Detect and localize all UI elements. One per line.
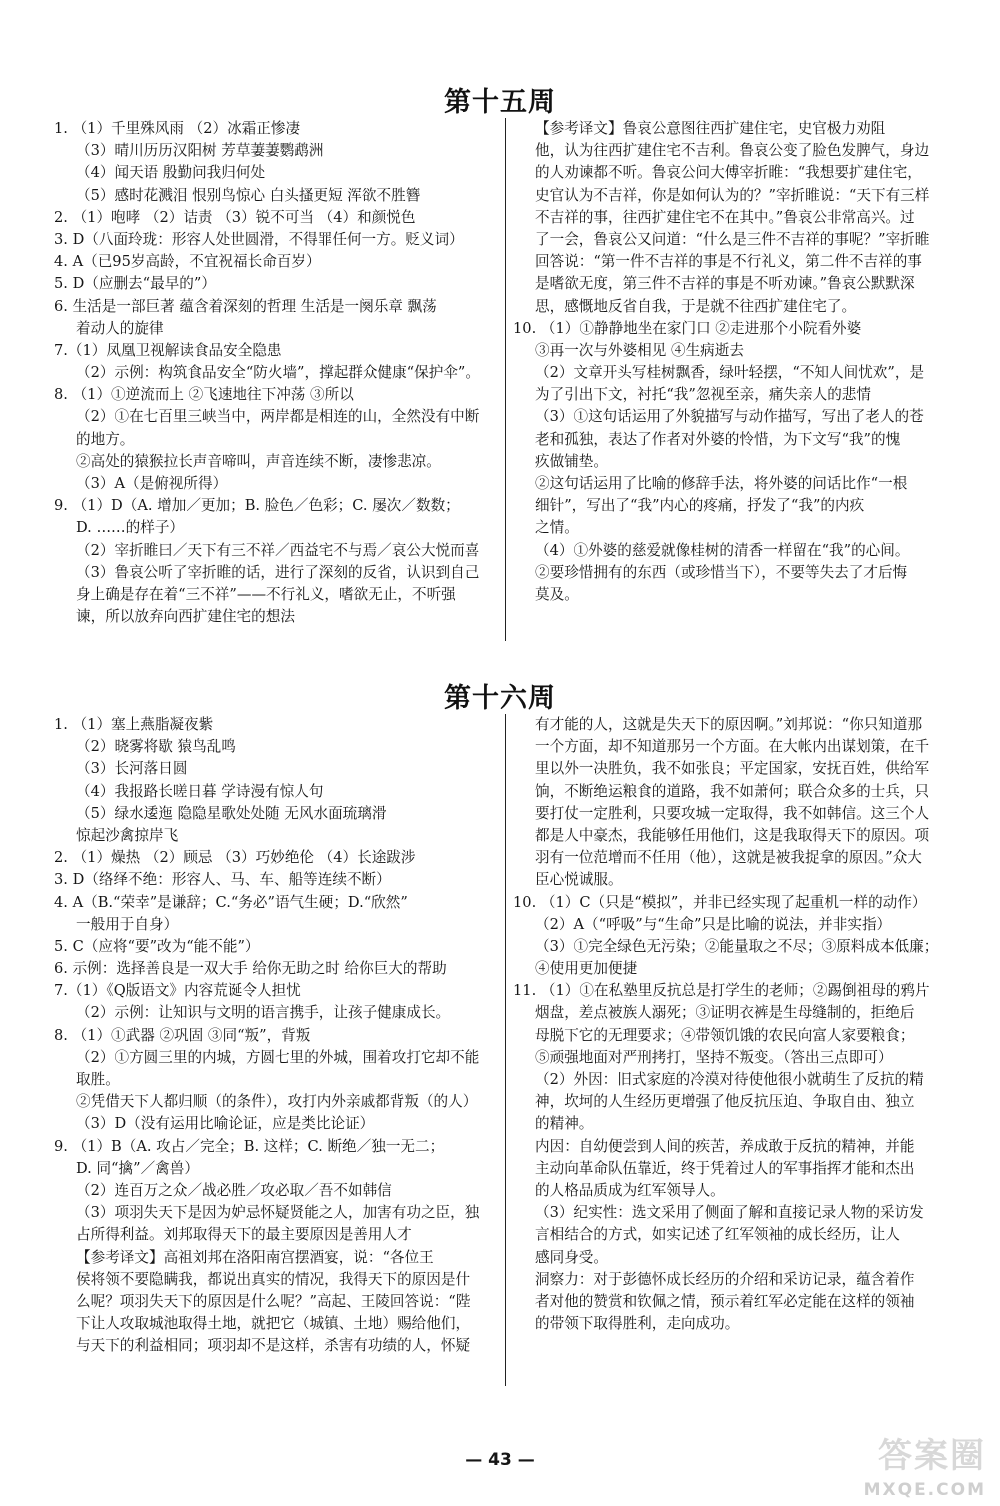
answer-line: （3）①这句话运用了外貌描写与动作描写，写出了老人的苍 [535,408,924,426]
answer-line: （2）晓雾将歇 猿鸟乱鸣 [76,738,236,756]
answer-line: 10. （1）C（只是“模拟”，并非已经实现了起重机一样的动作） [513,893,927,911]
answer-line: 史官认为不吉祥，你是如何认为的？”宰折睢说：“天下有三样 [535,186,930,204]
answer-line: 身上确是存在着“三不祥”——不行礼义，嗜欲无止，不听强 [76,585,456,603]
answer-line: ②高处的猿猴拉长声音啼叫，声音连续不断，凄惨悲凉。 [76,452,441,470]
answer-line: 者对他的赞赏和钦佩之情，预示着红军必定能在这样的领袖 [535,1292,915,1310]
answer-line: 3. D（络绎不绝：形容人、马、车、船等连续不断） [54,871,391,889]
answer-line: 占所得利益。刘邦取得天下的最主要原因是善用人才 [76,1226,412,1244]
answer-line: 6. 生活是一部巨著 蕴含着深刻的哲理 生活是一阕乐章 飘荡 [54,297,437,315]
answer-line: D. 同“擒”／禽兽） [76,1159,199,1177]
answer-line: 一般用于自身） [76,915,179,933]
answer-line: （3）A（是俯视所得） [76,475,228,492]
answer-line: （3）鲁哀公听了宰折睢的话，进行了深刻的反省，认识到自己 [76,563,480,581]
answer-line: 9. （1）B（A. 攻占／完全；B. 这样；C. 断绝／独一无二； [54,1137,445,1155]
section-title-week-15: 第十五周 [444,87,556,118]
answer-line: 【参考译文】高祖刘邦在洛阳南宫摆酒宴，说：“各位王 [76,1248,434,1266]
week-16-right-column [513,714,950,1335]
answer-line: 疚做铺垫。 [535,452,608,470]
answer-line: 7.（1）《Q版语文》内容荒诞令人担忧 [54,982,301,1000]
week-15-left-column [54,118,500,628]
answer-line: （2）连百万之众／战必胜／攻必取／吾不如韩信 [76,1181,392,1199]
column-divider [505,714,506,1386]
answer-line: 11. （1）①在私塾里反抗总是打学生的老师；②踢倒祖母的鸦片 [513,982,930,1000]
answer-line: 他，认为往西扩建住宅不吉利。鲁哀公变了脸色发脾气，身边 [535,142,930,160]
section-title-week-16: 第十六周 [444,683,556,714]
answer-line: 里以外一决胜负，我不如张良；平定国家，安抚百姓，供给军 [535,760,930,778]
answer-line: （4）我报路长嗟日暮 学诗漫有惊人句 [76,782,324,800]
answer-line: （2）文章开头写桂树飘香，绿叶轻摆，“不知人间忧欢”，是 [535,364,925,382]
answer-line: （2）宰折睢曰／天下有三不祥／西益宅不与焉／哀公大悦而喜 [76,541,480,559]
answer-line: 言相结合的方式，如实记述了红军领袖的成长经历，让人 [535,1226,900,1244]
answer-line: 5. D（应删去“最早的”） [54,275,216,293]
answer-line: 都是人中豪杰，我能够任用他们，这是我取得天下的原因。项 [535,826,930,844]
answer-line: 的人劝谏都不听。鲁哀公问大傅宰折睢：“我想要扩建住宅， [535,164,922,182]
answer-line: 思，感慨地反省自我，于是就不往西扩建住宅了。 [535,297,857,315]
answer-line: 1. （1）塞上燕脂凝夜紫 [54,716,214,733]
answer-line: 5. C（应将“要”改为“能不能”） [54,937,260,955]
answer-line: 2. （1）咆哮 （2）诘责 （3）锐不可当 （4）和颜悦色 [54,208,416,226]
answer-line: 之情。 [535,519,579,537]
answer-line: 取胜。 [76,1071,120,1088]
answer-line: 羽有一位范增而不任用（他），这就是被我捉拿的原因。”众大 [535,849,922,867]
answer-line: （3）D（没有运用比喻论证，应是类比论证） [76,1115,375,1133]
answer-line: 8. （1）①逆流而上 ②飞速地往下冲荡 ③所以 [54,386,354,404]
answer-line: 2. （1）燥热 （2）顾忌 （3）巧妙绝伦 （4）长途跋涉 [54,849,416,867]
answer-line: 【参考译文】鲁哀公意图往西扩建住宅，史官极力劝阻 [535,120,886,137]
answer-line: 的精神。 [535,1115,594,1133]
answer-line: 神，坎坷的人生经历更增强了他反抗压迫、争取自由、独立 [535,1093,915,1111]
answer-line: 的人格品质成为红军领导人。 [535,1181,725,1199]
answer-line: 了一会，鲁哀公又问道：“什么是三件不吉祥的事呢？”宰折睢 [535,230,930,248]
answer-line: 侯将领不要隐瞒我，都说出真实的情况，我得天下的原因是什 [76,1270,471,1288]
watermark-logo [860,1428,990,1500]
answer-line: 要打仗一定胜利，只要攻城一定取得，我不如韩信。这三个人 [535,804,930,822]
answer-line: 一个方面，却不知道那另一个方面。在大帐内出谋划策，在千 [535,738,930,756]
answer-line: ②要珍惜拥有的东西（或珍惜当下），不要等失去了才后悔 [535,563,908,581]
answer-line: 谏，所以放弃向西扩建住宅的想法 [76,608,295,626]
answer-line: 下让人攻取城池取得土地，就把它（城镇、土地）赐给他们， [76,1315,471,1333]
answer-line: 细针”，写出了“我”内心的疼痛，抒发了“我”的内疚 [535,497,865,515]
answer-line: 感同身受。 [535,1248,608,1266]
answer-line: 母脱下它的无理要求；④带领饥饿的农民向富人家要粮食； [535,1026,915,1044]
answer-line: （2）示例：构筑食品安全“防火墙”，撑起群众健康“保护伞”。 [76,364,480,382]
answer-line: D. ……的样子） [76,519,185,537]
answer-line: （2）①在七百里三峡当中，两岸都是相连的山，全然没有中断 [76,408,480,426]
answer-line: ④使用更加便捷 [535,960,638,978]
answer-line: （2）①方圆三里的内城，方圆七里的外城，围着攻打它却不能 [76,1048,480,1066]
answer-line: 的地方。 [76,430,135,448]
answer-line: 臣心悦诚服。 [535,871,623,889]
answer-line: 烟盘，差点被族人溺死；③证明衣裤是生母缝制的，拒绝后 [535,1004,915,1022]
answer-line: （5）感时花溅泪 恨别鸟惊心 白头搔更短 浑欲不胜簪 [76,186,421,204]
answer-line: 9. （1）D（A. 增加／更加；B. 脸色／色彩；C. 屡次／数数； [54,497,460,515]
answer-line: ②凭借天下人都归顺（的条件），攻打内外亲戚都背叛（的人） [76,1093,478,1111]
answer-line: 4. A（已95岁高龄，不宜祝福长命百岁） [54,253,321,271]
watermark-text-top: 答案圈 [878,1436,986,1476]
answer-line: 主动向革命队伍靠近，终于凭着过人的军事指挥才能和杰出 [535,1159,915,1177]
answer-line: 1. （1）千里殊风雨 （2）冰霜正惨凄 [54,120,301,137]
answer-line: ③再一次与外婆相见 ④生病逝去 [535,341,744,359]
week-15-right-column [513,118,950,606]
answer-line: 惊起沙禽掠岸飞 [76,826,179,844]
answer-line: （4）①外婆的慈爱就像桂树的清香一样留在“我”的心间。 [535,541,910,559]
answer-line: （3）晴川历历汉阳树 芳草萋萋鹦鹉洲 [76,142,324,160]
answer-line: ②这句话运用了比喻的修辞手法，将外婆的问话比作“一根 [535,475,908,492]
watermark-text-bottom: MXQE.COM [863,1480,986,1500]
answer-line: （2）外因：旧式家庭的冷漠对待使他很小就萌生了反抗的精 [535,1071,924,1088]
answer-line: 10. （1）①静静地坐在家门口 ②走进那个小院看外婆 [513,319,862,337]
answer-line: 的带领下取得胜利，走向成功。 [535,1315,740,1333]
answer-line: 8. （1）①武器 ②巩固 ③同“叛”，背叛 [54,1026,311,1044]
answer-line: ⑤顽强地面对严刑拷打，坚持不叛变。（答出三点即可） [535,1048,893,1066]
column-divider [505,118,506,641]
answer-line: （3）①完全绿色无污染；②能量取之不尽；③原料成本低廉； [535,937,939,955]
answer-line: 是嗜欲无度，第三件不吉祥的事是不听劝谏。”鲁哀公默默深 [535,275,915,293]
answer-line: 着动人的旋律 [76,319,164,337]
answer-line: 3. D（八面玲珑：形容人处世圆滑，不得罪任何一方。贬义词） [54,230,464,248]
week-16-left-column [54,714,500,1357]
answer-line: 回答说：“第一件不吉祥的事是不行礼义，第二件不吉祥的事 [535,253,922,271]
answer-line: 莫及。 [535,585,579,603]
answer-line: 为了引出下文，衬托“我”忽视至亲，痛失亲人的悲情 [535,386,871,404]
answer-line: 洞察力：对于彭德怀成长经历的介绍和采访记录，蕴含着作 [535,1270,915,1288]
answer-line: （2）示例：让知识与文明的语言携手，让孩子健康成长。 [76,1004,451,1022]
page-number: — 43 — [465,1450,535,1470]
answer-line: 6. 示例：选择善良是一双大手 给你无助之时 给你巨大的帮助 [54,960,447,978]
answer-line: 内因：自幼便尝到人间的疾苦，养成敢于反抗的精神，并能 [535,1137,915,1155]
answer-line: 不吉祥的事，往西扩建住宅不在其中。”鲁哀公非常高兴。过 [535,208,915,226]
answer-line: （5）绿水逶迤 隐隐星歌处处随 无风水面琉璃滑 [76,804,387,822]
page-top-edge [0,0,1000,1]
answer-line: 有才能的人，这就是失天下的原因啊。”刘邦说：“你只知道那 [535,716,923,733]
answer-line: 老和孤独，表达了作者对外婆的怜惜，为下文写“我”的愧 [535,430,901,448]
answer-line: （3）项羽失天下是因为妒忌怀疑贤能之人，加害有功之臣，独 [76,1204,480,1222]
answer-line: 7.（1）凤凰卫视解读食品安全隐患 [54,341,282,359]
answer-line: 4. A（B.“荣幸”是谦辞；C.“务必”语气生硬；D.“欣然” [54,893,408,911]
answer-line: （2）A（“呼吸”与“生命”只是比喻的说法，并非实指） [535,915,892,933]
answer-line: 与天下的利益相同；项羽却不是这样，杀害有功绩的人，怀疑 [76,1337,471,1355]
answer-line: （3）长河落日圆 [76,760,188,778]
answer-line: 饷，不断绝运粮食的道路，我不如萧何；联合众多的士兵，只 [535,782,930,800]
answer-line: （4）闻天语 殷勤问我归何处 [76,164,266,182]
answer-line: 么呢？项羽失天下的原因是什么呢？”高起、王陵回答说：“陛 [76,1292,471,1310]
answer-line: （3）纪实性：选文采用了侧面了解和直接记录人物的采访发 [535,1204,924,1222]
